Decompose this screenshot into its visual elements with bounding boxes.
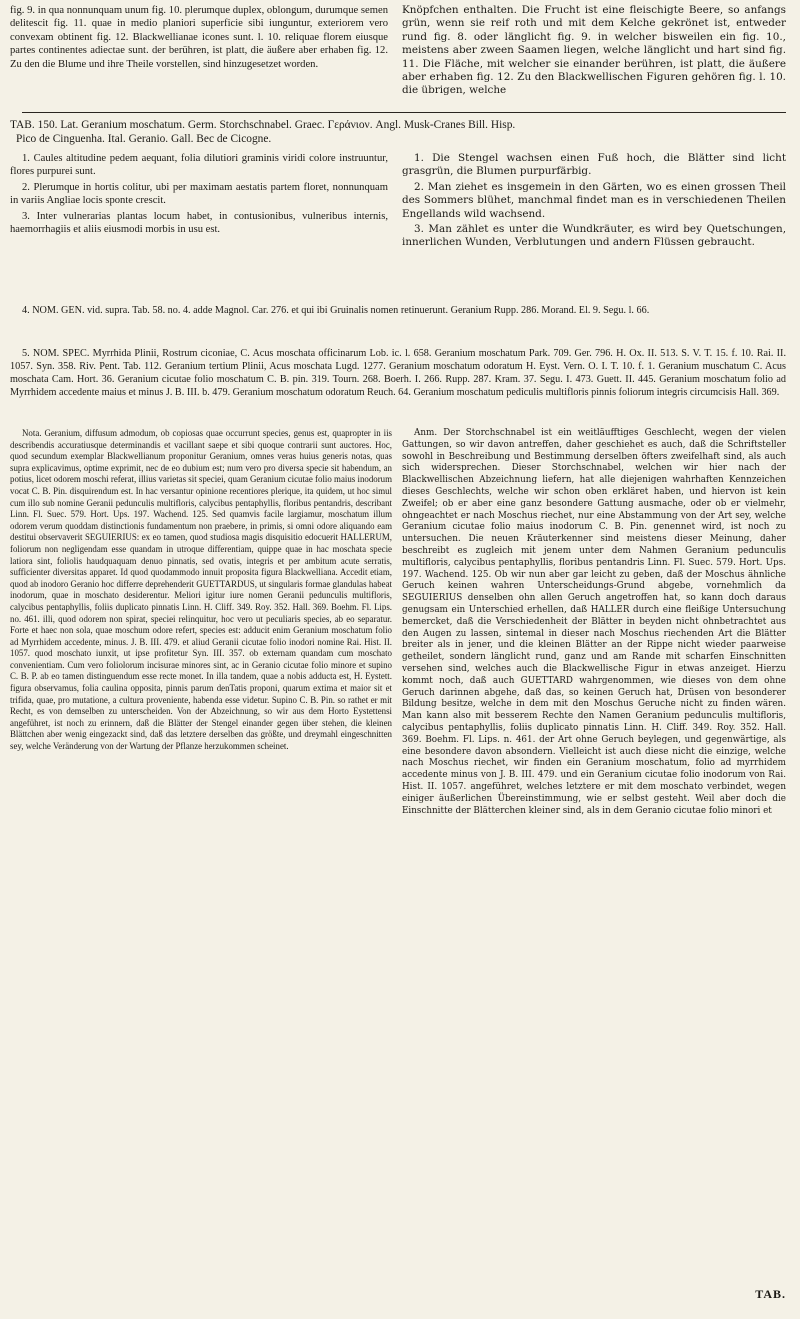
- latin-item-1: 1. Caules altitudine pedem aequant, folia dilutiori graminis viridi colore instruuntur, flores purpurei sunt.: [10, 153, 388, 178]
- german-description: [402, 152, 786, 298]
- section-divider: [22, 112, 786, 113]
- german-item-2: 2. Man ziehet es insgemein in den Gärten, wo es einen grossen Theil des Sommers blühet, manchmal findet man es in verschiedenen Theilen Engellands wild wachsend.: [402, 180, 786, 220]
- catchword: TAB.: [755, 1287, 786, 1301]
- nom-gen-text: 4. NOM. GEN. vid. supra. Tab. 58. no. 4. adde Magnol. Car. 276. et qui ibi Gruinalis nomen retinuerunt. Geranium Rupp. 286. Morand. El. 9. Segu. l. 66.: [22, 305, 650, 316]
- previous-page-latin-continuation: fig. 9. in qua nonnunquam unum fig. 10. plerumque duplex, oblongum, durumque semen delitescit fig. 11. quae in medio planiori superficie sibi iunguntur, exteriorem vero convexam obtinent fig. 12. Blackwellianae icones sunt. l. 10. reliquae florem eiusque partes continentes adiectae sunt. der berühren, ist platt, die äußere aber erhaben fig. 12. Zu den die Blume und ihre Theile vorstellen, sind hinzugesetzet worden.: [10, 5, 388, 70]
- heading-line-2: Pico de Cinguenha. Ital. Geranio. Gall. Bec de Cicogne.: [16, 133, 272, 145]
- latin-item-2: 2. Plerumque in hortis colitur, ubi per maximam aestatis partem floret, nonnunquam in variis Angliae locis sponte crescit.: [10, 181, 388, 207]
- nom-spec-text: 5. NOM. SPEC. Myrrhida Plinii, Rostrum ciconiae, C. Acus moschata officinarum Lob. ic. l. 658. Geranium moschatum Park. 709. Ger. 796. H. Ox. II. 513. S. V. T. 15. f. 10. Rai. II. 1057. Syn. 358. Riv. Pent. Tab. 112. Geranium tertium Plinii, Acus moschata Lugd. 1277. Geranium moschatum odoratum H. Eyst. Vern. O. I. T. 10. f. 1. Geranium muschatum C. Acus moschata Cam. Hort. 36. Geranium cicutae folio moschatum C. B. pin. 319. Tourn. 268. Boerh. I. 266. Rupp. 287. Kram. 37. Segu. I. 473. Guett. II. 445. Geranium moschatum folio ad Myrrhidem accedente maius et minus J. B. III. b. 479. Geranium moschatum odoratum Reuch. 64. Geranium moschatum pediculis multifloris pinnis foliorum integris circumcisis Hall. 369.: [10, 348, 786, 398]
- german-note-column: [402, 428, 786, 1280]
- table-heading: [10, 118, 790, 146]
- latin-note-column: [10, 428, 392, 1300]
- heading-line-1: TAB. 150. Lat. Geranium moschatum. Germ. Storchschnabel. Graec. Γεράνιον. Angl. Musk-Cranes Bill. Hisp.: [10, 119, 516, 131]
- anm-text: Anm. Der Storchschnabel ist ein weitläufftiges Geschlecht, wegen der vielen Gattungen, so wir davon antreffen, daher geschiehet es auch, daß die Schriftsteller sowohl in Beschreibung und Bestimmung derselben öfters zweifelhaft sind, als auch sich widersprechen. Dieser Storchschnabel, welchen wir hier nach der Blackwellischen Abzeichnung liefern, hat alle diejenigen wahrhaften Kennzeichen dieses Geschlechts, welche wir schon oben erkläret haben, und hiervon ist kein Zweifel; ob er aber eine ganz besondere Gattung ausmache, oder ob er vielmehr, ohngeachtet er nach Moschus riechet, nur eine Abstammung von der Art sey, welche Geranium cicutae folio maius inodorum C. B. Pin. genennet wird, ist noch zu untersuchen. Die neuen Kräuterkenner sind meistens dieser Meinung, daher beschreibt es zugleich mit jenem unter dem Nahmen Geranium pedunculis multifloris, calycibus pentaphyllis, floribus pentandris Linn. Fl. Suec. 579. Hort. Ups. 197. Wachend. 125. Ob wir nun aber gar leicht zu geben, daß der Moschus ähnliche Geruch keinen wahren Unterscheidungs-Grund abgebe, vornehmlich da SEGUIERIUS denselben ohn allen Geruch angetroffen hat, so kann doch daraus genugsam ein Unterschied erhellen, daß HALLER durch eine fleißige Untersuchung bemercket, daß die Verschiedenheit der Blätter in beyden nicht ohnbetrachtet aus den Augen zu lassen, sintemal in dieser nach Moschus riechenden Art die Blätter breiter als in jener, und die kleinen Blätter an der Rippe nicht wieder paarweise getheilet, sondern länglicht rund, ganz und am Rande mit scharfen Einschnitten versehen sind, welches auch die Blackwellische Figur in etwas anzeiget. Hierzu kommt noch, daß auch GUETTARD wahrgenommen, wie dieses von dem ohne Geruch darinnen abgehe, daß das, so keinen Geruch hat, Drüsen von besonderer Bildung besitze, welche in dem mit den Moschus Geruche nicht zu finden wären. Man kann also mit besserem Rechte den Namen Geranium pedunculis multifloris, calycibus pentaphyllis, foliis duplicato pinnatis Linn. H. Cliff. 349. Roy. 352. Hall. 369. Boehm. Fl. Lips. n. 461. der Art ohne Geruch beylegen, und gegenwärtige, als eine besondere davon absondern. Vielleicht ist auch diese nicht die einzige, welche nach Moschus riechet, wir finden ein Geranium moschatum, folio ad myrrhidem accedente minus von J. B. III. 479. und ein Geranium cicutae folio inodorum von Rai. Hist. II. 1057. angeführet, welches letztere er mit dem moschato verbindet, wegen einiger äußerlichen Übereinstimmung, wie er selbst gesteht. Weil aber doch die Einschnitte der Blätterchen kleiner sind, als in dem Geranio cicutae folio minori et: [402, 428, 786, 816]
- nomenclature-species: [10, 348, 786, 420]
- nomenclature-genus: [10, 305, 786, 341]
- german-item-3: 3. Man zählet es unter die Wundkräuter, es wird bey Quetschungen, innerlichen Wunden, Verblutungen und andern Flüssen gebraucht.: [402, 223, 786, 249]
- latin-description: [10, 152, 388, 298]
- nota-text: Nota. Geranium, diffusum admodum, ob copiosas quae occurrunt species, genus est, quapropter in iis describendis accuratiusque determinandis et vacillant saepe et sibi quoque contrarii sunt auctores. Hoc, quod secundum exemplar Blackwellianum proponitur Geranium, omnes veras huius generis notas, quas supra explicavimus, optime exprimit, nec de eo dubium est; num vero pro diversa specie sit habendum, an potius, licet odorem moschi referat, illius varietas sit speciei, quam Geranium cicutae folio maius inodorum vocat C. B. Pin. disquirendum est. In hac versantur opinione recentiores plerique, ita quidem, ut hoc simul cum illo sub nomine Geranii pedunculis multifloris, calycibus pentaphyllis, floribus pentandris, describant Linn. Fl. Suec. 579. Hort. Ups. 197. Wachend. 125. Sed quamvis facile largiamur, moschatum illum odorem verum quoddam distinctionis fundamentum non praebere, in primis, si omni odore aliquando eam destitui observaverit SEGUIERIUS: ex eo tamen, quod studiosa magis disquisitio edocuerit HALLERUM, foliorum non negligendam esse quandam in utroque differentiam, quippe quae in hac moschata specie latiora sint, foliolis haudquaquam denuo pinnatis, sed ovatis, integris et per ambitum acute serratis, sufficienter diversitas apparet. Id quod quodammodo innuit proposita figura Blackwelliana. Accedit etiam, quod ab inodoro Geranio hoc differre deprehenderit GUETTARDUS, ut singularis formae glandulas habeat inodorum, quae in moschato desiderentur. Meliori igitur iure nomen Geranii pedunculis multifloris, calycibus pentaphyllis, foliis duplicato pinnatis Linn. H. Cliff. 349. Roy. 352. Hall. 369. Boehm. Fl. Lips. no. 461. illi, quod odorem non spirat, speciei relinquitur, hoc vero ut peculiaris species, ab eo separatur. Forte et haec non sola, quae moschum odore refert, species est: adducit enim Geranium moschatum folio ad Myrrhidem accedente, minus. J. B. III. 479. et aliud Geranii cicutae folio inodori nomine Rai. Hist. II. 1057. quod moschato iunxit, ut ipse profitetur Syn. III. 357. ob externam quandam cum moschato convenientiam. Cum vero foliolorum incisurae minores sint, ac in Geranio cicutae folio minore et supino C. B. P. ab eo tamen distinguendum esse recte monet. In illa tandem, quae a nobis adducta est, H. Eystett. figura observamus, folia caulina opposita, pinnis parum denTatis proponi, quarum extima et maior sit et trifida, quae, pro mutatione, a cultura proveniente, habenda esse videtur. Supino C. B. Pin. so rathet er mit Recht, es von demselben zu unterscheiden. Von der Abzeichnung, so wir aus dem Horto Eystettensi angeführet, ist noch zu erinnern, daß die Blätter der Stengel einander gegen über stehen, die kleinen Blättchen aber wenig eingezackt sind, daß das letztere derselben das größte, und dreymahl eingeschnitten sey, welche Veränderung von der Wartung der Pflanze herzukommen scheinet.: [10, 428, 392, 752]
- german-item-1: 1. Die Stengel wachsen einen Fuß hoch, die Blätter sind licht grasgrün, die Blumen purpurfärbig.: [402, 152, 786, 178]
- previous-page-german-continuation: Knöpfchen enthalten. Die Frucht ist eine fleischigte Beere, so anfangs grün, wenn sie reif roth und mit dem Kelche gekrönet ist, entweder rund fig. 8. oder länglicht fig. 9. in welcher bisweilen ein fig. 10., meistens aber zween Saamen liegen, welche länglicht und hart sind fig. 11. Die Fläche, mit welcher sie einander berühren, ist platt, die äußere aber erhaben fig. 12. Zu den Blackwellischen Figuren gehören fig. l. 10. die übrigen, welche: [402, 4, 786, 97]
- latin-item-3: 3. Inter vulnerarias plantas locum habet, in contusionibus, vulneribus internis, haemorrhagiis et aliis eiusmodi morbis in usu est.: [10, 210, 388, 236]
